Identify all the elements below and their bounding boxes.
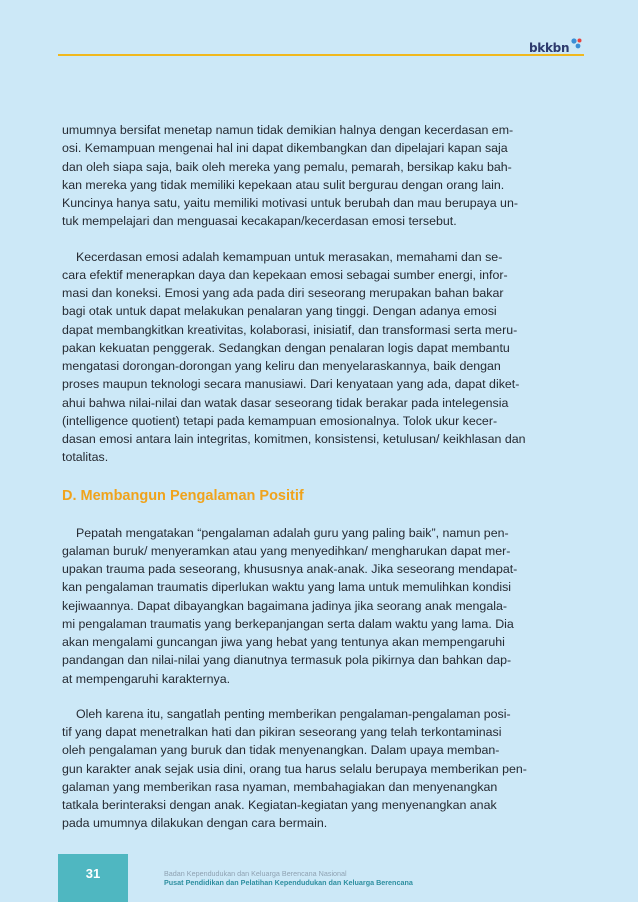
paragraph-intro: umumnya bersifat menetap namun tidak demikian halnya dengan kecerdasan em- osi. Kemampuan mengenai hal ini dapat dikembangkan dan dipelajari kapan saja dan oleh siapa saja, baik oleh mereka yang pemalu, pemarah, bersikap kaku bah- kan mereka yang tidak memiliki kepekaan atau sulit bergurau dengan orang lain. Kuncinya hanya satu, yaitu memiliki motivasi untuk berubah dan mau berupaya un- tuk mempelajari dan menguasai kecakapan/kecerdasan emosi tersebut. [62, 123, 518, 229]
section-heading: D. Membangun Pengalaman Positif [62, 487, 304, 504]
bkkbn-logo [529, 38, 584, 58]
page-number: 31 [85, 866, 101, 881]
footer-org-line2: Pusat Pendidikan dan Pelatihan Kependudukan dan Keluarga Berencana [164, 878, 413, 887]
logo-text: bkkbn [529, 41, 570, 55]
page-content [62, 121, 586, 833]
paragraph-positive-experience: Oleh karena itu, sangatlah penting memberikan pengalaman-pengalaman posi- tif yang dapat menetralkan hati dan pikiran seseorang yang telah terkontaminasi oleh pengalaman yang buruk dan tidak menyenangkan. Dalam upaya memban- gun karakter anak sejak usia dini, orang tua harus selalu berupaya memberikan pen- galaman yang memberikan rasa nyaman, membahagiakan dan menyenangkan tatkala berinteraksi dengan anak. Kegiatan-kegiatan yang menyenangkan anak pada umumnya dilakukan dengan cara bermain. [62, 706, 527, 831]
page-number-tab [58, 854, 128, 902]
footer-org-line1: Badan Kependudukan dan Keluarga Berencana Nasional [164, 869, 347, 878]
paragraph-experience: Pepatah mengatakan “pengalaman adalah guru yang paling baik”, namun pen- galaman buruk/ menyeramkan atau yang menyedihkan/ mengharukan dapat mer- upakan trauma pada seseorang, khususnya anak-anak. Jika seseorang mendapat- kan pengalaman traumatis diperlukan waktu yang lama untuk memulihkan kondisi kejiwaannya. Dapat dibayangkan bagaimana jadinya jika seorang anak mengala- mi pengalaman traumatis yang berkepanjangan serta dalam waktu yang lama. Dia akan mengalami guncangan jiwa yang hebat yang tentunya akan mempengaruhi pandangan dan nilai-nilai yang dianutnya termasuk pola pikirnya dan bahkan dap- at mempengaruhi karakternya. [62, 525, 518, 686]
header-rule [58, 54, 584, 56]
paragraph-emotional-intelligence: Kecerdasan emosi adalah kemampuan untuk merasakan, memahami dan se- cara efektif menerapkan daya dan kepekaan emosi sebagai sumber energi, infor- masi dan koneksi. Emosi yang ada pada diri seseorang merupakan bahan bakar bagi otak untuk dapat melakukan penalaran yang tinggi. Dengan adanya emosi dapat membangkitkan kreativitas, kolaborasi, inisiatif, dan transformasi serta meru- pakan kekuatan penggerak. Sedangkan dengan penalaran logis dapat membantu mengatasi dorongan-dorongan yang keliru dan menyelaraskannya, baik dengan proses maupun teknologi secara manusiawi. Dari kenyataan yang ada, dapat diket- ahui bahwa nilai-nilai dan watak dasar seseorang tidak berakar pada intelegensia (intelligence quotient) tetapi pada kemampuan emosionalnya. Tolok ukur kecer- dasan emosi antara lain integritas, komitmen, konsistensi, ketulusan/ keikhlasan dan totalitas. [62, 249, 526, 465]
footer-organization [164, 869, 413, 887]
logo-mark-icon [570, 37, 584, 51]
